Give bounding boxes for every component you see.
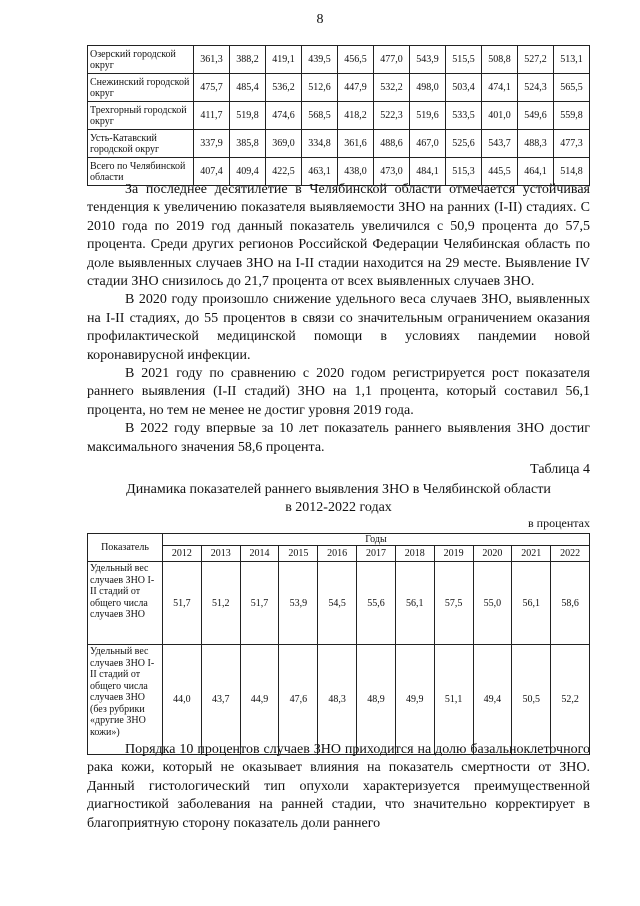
table-cell: 361,6 bbox=[338, 130, 374, 158]
table-cell: 49,4 bbox=[473, 645, 512, 755]
table-cell: 463,1 bbox=[302, 158, 338, 186]
year-header: 2014 bbox=[240, 546, 279, 562]
table-cell: 512,6 bbox=[302, 74, 338, 102]
table-cell: 498,0 bbox=[410, 74, 446, 102]
table-cell: 48,9 bbox=[357, 645, 396, 755]
year-header: 2018 bbox=[395, 546, 434, 562]
table-cell: 53,9 bbox=[279, 562, 318, 645]
table-cell: 334,8 bbox=[302, 130, 338, 158]
table-title-line: в 2012-2022 годах bbox=[285, 500, 392, 515]
table-cell: 527,2 bbox=[518, 46, 554, 74]
table-cell: 44,9 bbox=[240, 645, 279, 755]
table-cell: 445,5 bbox=[482, 158, 518, 186]
row-label: Удельный вес случаев ЗНО I-II стадий от общего числа случаев ЗНО bbox=[88, 562, 163, 645]
table-row bbox=[88, 562, 590, 645]
table-cell: 464,1 bbox=[518, 158, 554, 186]
table-cell: 51,7 bbox=[163, 562, 202, 645]
page-number: 8 bbox=[316, 12, 324, 27]
table-cell: 549,6 bbox=[518, 102, 554, 130]
table-cell: 525,6 bbox=[446, 130, 482, 158]
table-cell: 475,7 bbox=[194, 74, 230, 102]
table-cell: 519,8 bbox=[230, 102, 266, 130]
table-cell: 515,5 bbox=[446, 46, 482, 74]
table-cell: 519,6 bbox=[410, 102, 446, 130]
table-cell: 58,6 bbox=[551, 562, 590, 645]
table-cell: 543,7 bbox=[482, 130, 518, 158]
body-text-lower bbox=[87, 741, 590, 833]
year-header: 2022 bbox=[551, 546, 590, 562]
table-cell: 522,3 bbox=[374, 102, 410, 130]
table-cell: 56,1 bbox=[395, 562, 434, 645]
row-label: Озерский городской округ bbox=[88, 46, 194, 74]
table-cell: 50,5 bbox=[512, 645, 551, 755]
table-cell: 407,4 bbox=[194, 158, 230, 186]
table-cell: 51,1 bbox=[434, 645, 473, 755]
table-cell: 55,6 bbox=[357, 562, 396, 645]
table-cell: 477,0 bbox=[374, 46, 410, 74]
table-cell: 559,8 bbox=[554, 102, 590, 130]
row-label: Всего по Челябинской области bbox=[88, 158, 194, 186]
table-cell: 532,2 bbox=[374, 74, 410, 102]
table-cell: 568,5 bbox=[302, 102, 338, 130]
table-cell: 55,0 bbox=[473, 562, 512, 645]
year-header: 2015 bbox=[279, 546, 318, 562]
table-cell: 418,2 bbox=[338, 102, 374, 130]
table-cell: 51,2 bbox=[201, 562, 240, 645]
table-cell: 48,3 bbox=[318, 645, 357, 755]
table-cell: 488,6 bbox=[374, 130, 410, 158]
table-row bbox=[88, 74, 590, 102]
table-cell: 438,0 bbox=[338, 158, 374, 186]
table-cell: 51,7 bbox=[240, 562, 279, 645]
table-cell: 467,0 bbox=[410, 130, 446, 158]
table-cell: 515,3 bbox=[446, 158, 482, 186]
early-detection-table bbox=[87, 533, 590, 755]
table-row bbox=[88, 645, 590, 755]
table-cell: 419,1 bbox=[266, 46, 302, 74]
table-cell: 411,7 bbox=[194, 102, 230, 130]
table-cell: 439,5 bbox=[302, 46, 338, 74]
year-header: 2013 bbox=[201, 546, 240, 562]
table-cell: 388,2 bbox=[230, 46, 266, 74]
table-cell: 474,1 bbox=[482, 74, 518, 102]
table-cell: 369,0 bbox=[266, 130, 302, 158]
table-cell: 43,7 bbox=[201, 645, 240, 755]
table-cell: 533,5 bbox=[446, 102, 482, 130]
table-row bbox=[88, 130, 590, 158]
table-cell: 488,3 bbox=[518, 130, 554, 158]
incidence-table bbox=[87, 45, 590, 186]
row-label: Снежинский городской округ bbox=[88, 74, 194, 102]
table-cell: 474,6 bbox=[266, 102, 302, 130]
table-cell: 44,0 bbox=[163, 645, 202, 755]
year-header: 2019 bbox=[434, 546, 473, 562]
table-label: Таблица 4 bbox=[530, 462, 590, 477]
table-cell: 477,3 bbox=[554, 130, 590, 158]
table-cell: 361,3 bbox=[194, 46, 230, 74]
table-cell: 473,0 bbox=[374, 158, 410, 186]
paragraph: В 2022 году впервые за 10 лет показатель раннего выявления ЗНО достиг максимального значения 58,6 процента. bbox=[87, 421, 590, 455]
table-cell: 337,9 bbox=[194, 130, 230, 158]
table-unit-note: в процентах bbox=[528, 516, 590, 530]
year-header: 2021 bbox=[512, 546, 551, 562]
table-cell: 543,9 bbox=[410, 46, 446, 74]
table-cell: 385,8 bbox=[230, 130, 266, 158]
table-title-line: Динамика показателей раннего выявления ЗНО в Челябинской области bbox=[126, 482, 551, 497]
table-cell: 508,8 bbox=[482, 46, 518, 74]
table-row bbox=[88, 46, 590, 74]
table-cell: 52,2 bbox=[551, 645, 590, 755]
table-cell: 485,4 bbox=[230, 74, 266, 102]
table-cell: 401,0 bbox=[482, 102, 518, 130]
table-cell: 484,1 bbox=[410, 158, 446, 186]
header-indicator: Показатель bbox=[88, 534, 163, 562]
table-cell: 503,4 bbox=[446, 74, 482, 102]
table-cell: 49,9 bbox=[395, 645, 434, 755]
year-header: 2012 bbox=[163, 546, 202, 562]
table-cell: 409,4 bbox=[230, 158, 266, 186]
table-cell: 565,5 bbox=[554, 74, 590, 102]
paragraph: В 2021 году по сравнению с 2020 годом регистрируется рост показателя раннего выявления (I-II стадий) ЗНО на 1,1 процента, который составил 56,1 процента, но тем не менее не достиг уровня 2019 года. bbox=[87, 366, 590, 418]
row-label: Усть-Катавский городской округ bbox=[88, 130, 194, 158]
table-cell: 57,5 bbox=[434, 562, 473, 645]
table-cell: 514,8 bbox=[554, 158, 590, 186]
body-text-upper bbox=[87, 181, 590, 457]
paragraph: В 2020 году произошло снижение удельного веса случаев ЗНО, выявленных на I-II стадиях, до 55 процентов в связи со значительным ограничением оказания профилактической медицинской помощи в условиях пандемии новой коронавирусной инфекции. bbox=[87, 292, 590, 363]
table-cell: 56,1 bbox=[512, 562, 551, 645]
table-row bbox=[88, 102, 590, 130]
table-cell: 536,2 bbox=[266, 74, 302, 102]
paragraph: Порядка 10 процентов случаев ЗНО приходится на долю базальноклеточного рака кожи, который не оказывает влияния на показатель смертности от ЗНО. Данный гистологический тип опухоли характеризуется преимущественной диагностикой заболевания на ранней стадии, что значительно корректирует в благоприятную сторону показатель доли раннего bbox=[87, 742, 590, 831]
year-header: 2017 bbox=[357, 546, 396, 562]
row-label: Трехгорный городской округ bbox=[88, 102, 194, 130]
table-cell: 447,9 bbox=[338, 74, 374, 102]
header-years: Годы bbox=[163, 534, 590, 546]
table-cell: 422,5 bbox=[266, 158, 302, 186]
table-cell: 54,5 bbox=[318, 562, 357, 645]
year-header: 2020 bbox=[473, 546, 512, 562]
table-title bbox=[87, 481, 590, 517]
paragraph: За последнее десятилетие в Челябинской области отмечается устойчивая тенденция к увеличению показателя выявляемости ЗНО на ранних (I-II) стадиях. С 2010 года по 2019 год данный показатель увеличился с 50,9 процента до 57,5 процента. Среди других регионов Российской Федерации Челябинская область по доле выявленных случаев ЗНО на I-II стадии находится на 29 месте. Выявление IV стадии ЗНО снизилось до 21,7 процента от всех выявленных случаев ЗНО. bbox=[87, 182, 590, 290]
table-cell: 513,1 bbox=[554, 46, 590, 74]
table-cell: 47,6 bbox=[279, 645, 318, 755]
row-label: Удельный вес случаев ЗНО I-II стадий от общего числа случаев ЗНО (без рубрики «другие ЗНО кожи») bbox=[88, 645, 163, 755]
table-cell: 456,5 bbox=[338, 46, 374, 74]
year-header: 2016 bbox=[318, 546, 357, 562]
table-cell: 524,3 bbox=[518, 74, 554, 102]
